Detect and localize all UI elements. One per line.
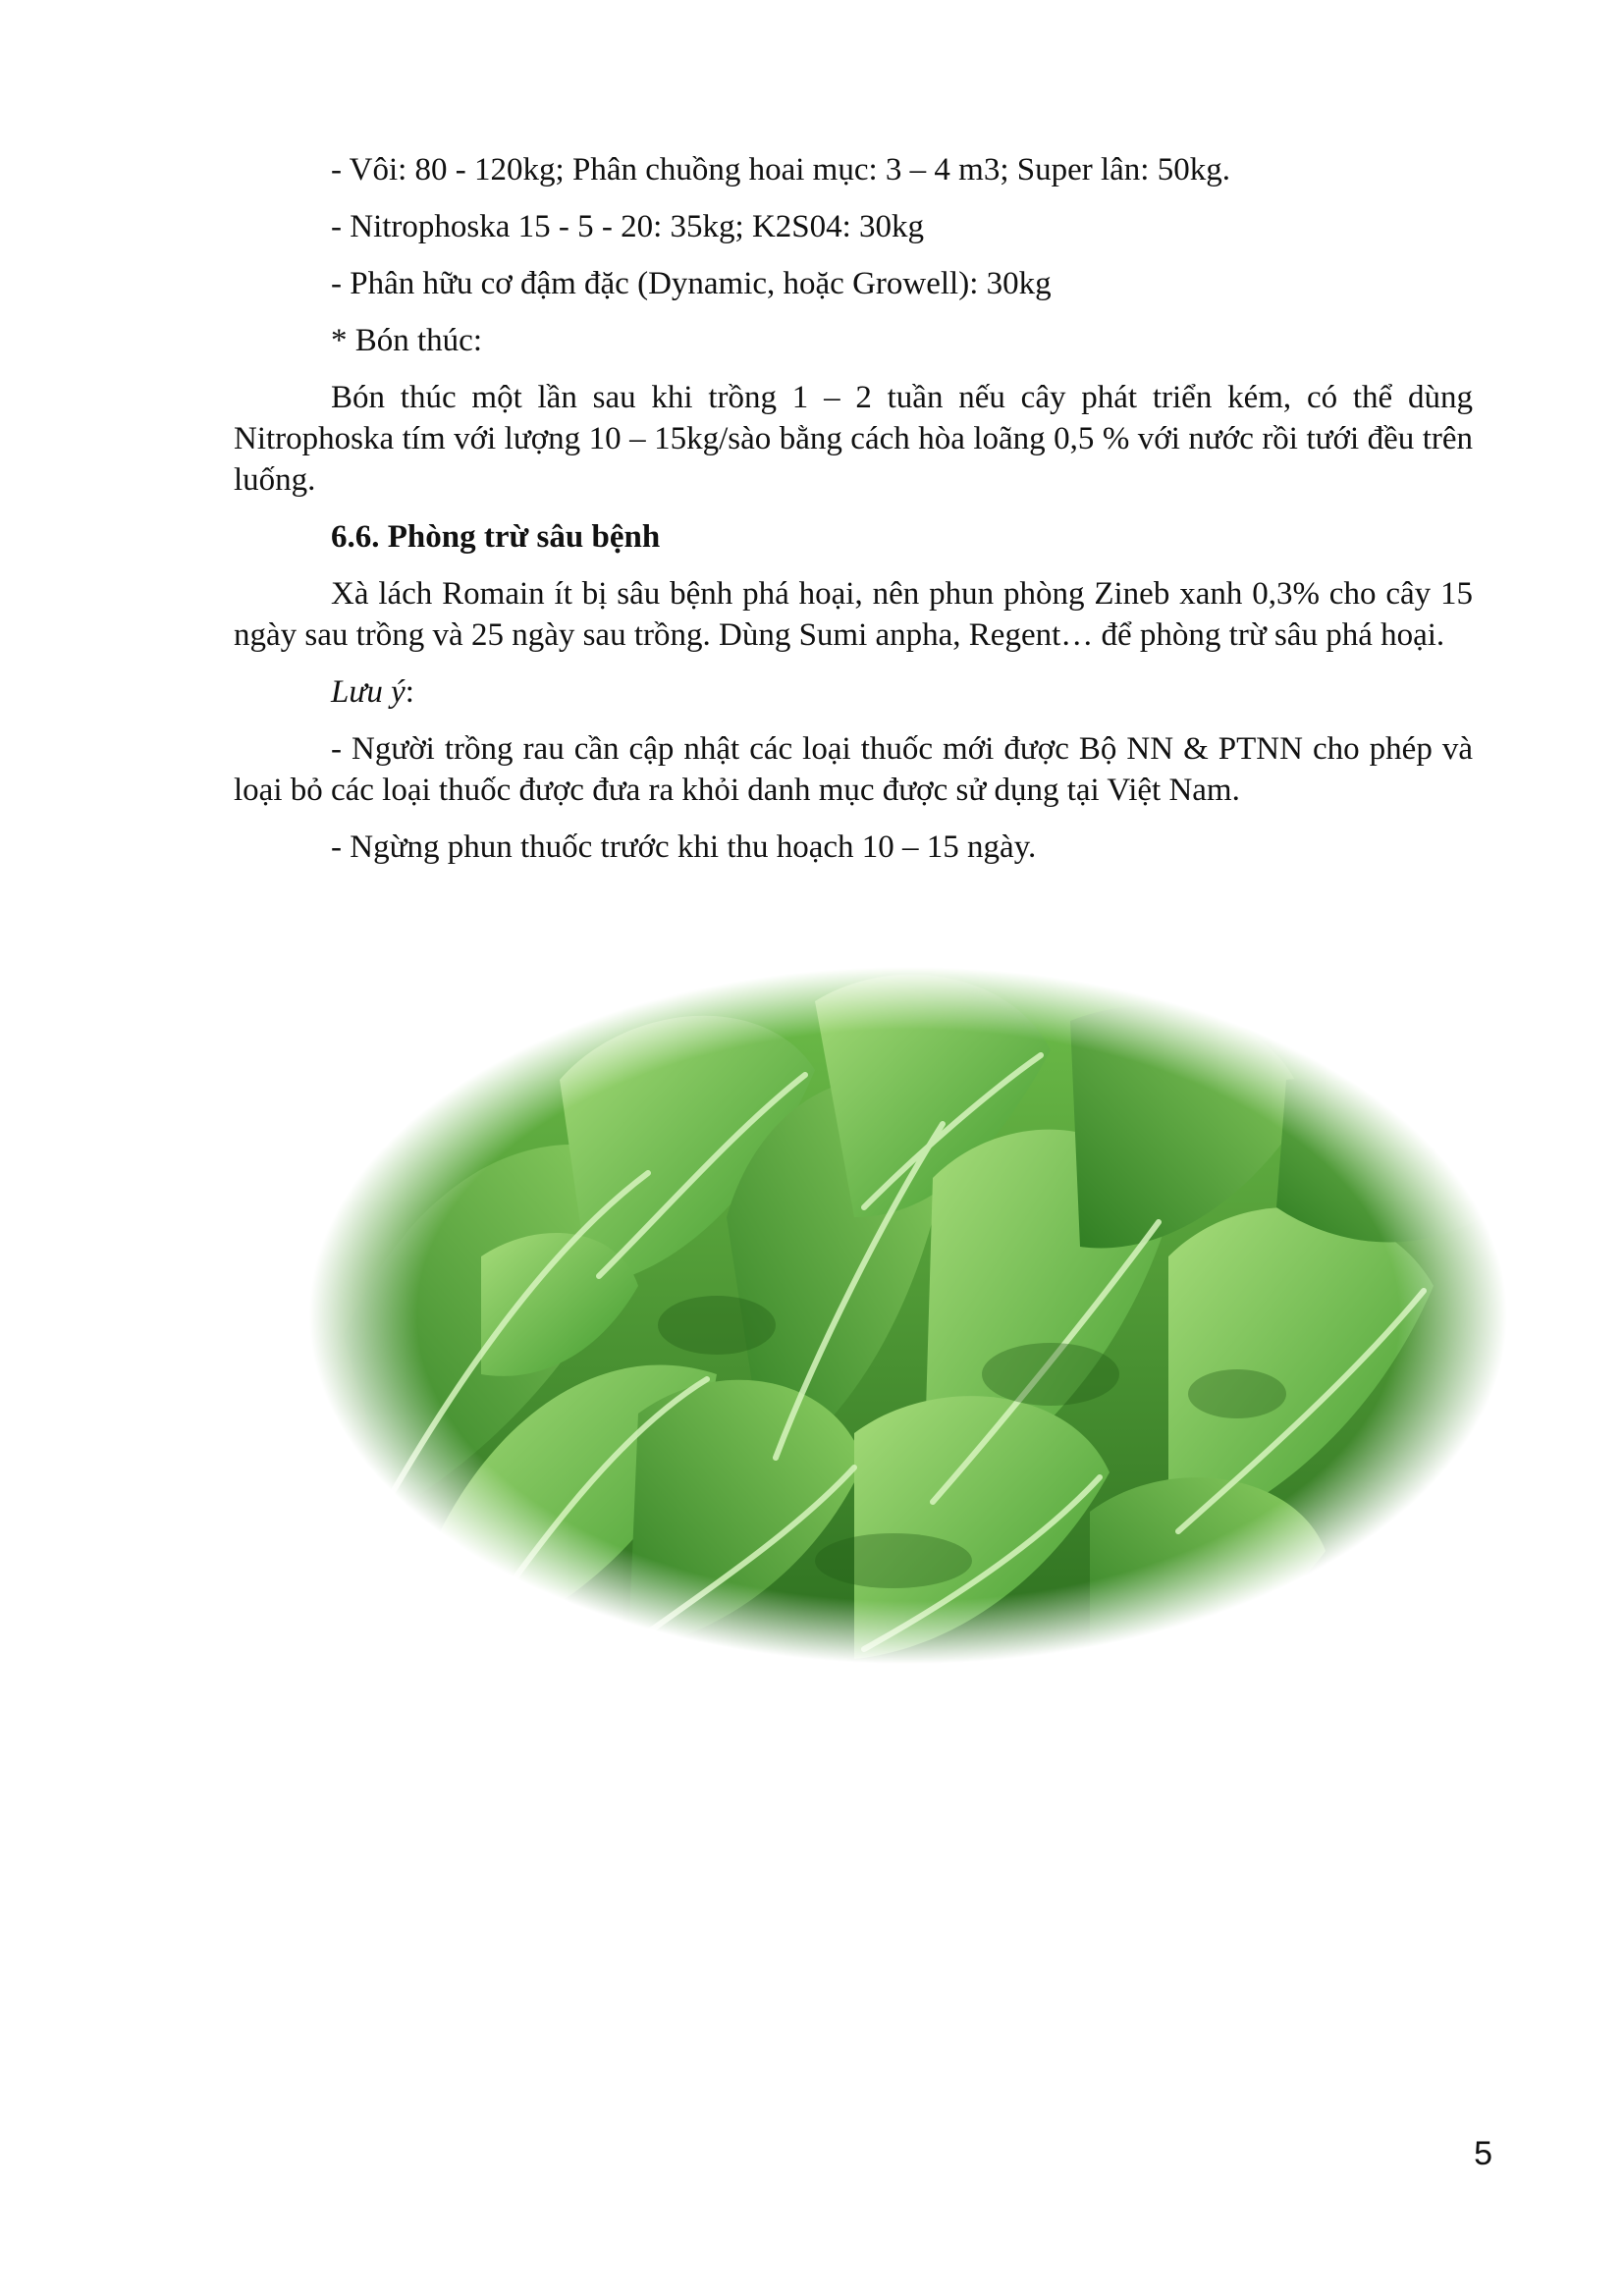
note-paragraph-pesticides: - Người trồng rau cần cập nhật các loại thuốc mới được Bộ NN & PTNN cho phép và loại bỏ các loại thuốc được đưa ra khỏi danh mục được sử dụng tại Việt Nam. (234, 731, 1473, 808)
fertilizer-line-lime: - Vôi: 80 - 120kg; Phân chuồng hoai mục: 3 – 4 m3; Super lân: 50kg. (331, 152, 1230, 187)
note-label-text: Lưu ý (331, 674, 406, 710)
note-label (234, 671, 1473, 713)
note-colon: : (405, 674, 414, 710)
note-line-harvest: - Ngừng phun thuốc trước khi thu hoạch 10 – 15 ngày. (331, 829, 1037, 865)
section-heading: 6.6. Phòng trừ sâu bệnh (331, 519, 661, 555)
fertilizer-line-nitrophoska: - Nitrophoska 15 - 5 - 20: 35kg; K2S04: 30kg (331, 209, 925, 244)
romaine-lettuce-photo (304, 962, 1512, 1669)
topdressing-label: * Bón thúc: (331, 323, 482, 358)
page-number: 5 (1474, 2135, 1492, 2172)
body-text (234, 149, 1473, 883)
pest-control-paragraph: Xà lách Romain ít bị sâu bệnh phá hoại, nên phun phòng Zineb xanh 0,3% cho cây 15 ngày sau trồng và 25 ngày sau trồng. Dùng Sumi anpha, Regent… để phòng trừ sâu phá hoại. (234, 576, 1473, 653)
topdressing-paragraph: Bón thúc một lần sau khi trồng 1 – 2 tuần nếu cây phát triển kém, có thể dùng Nitrophoska tím với lượng 10 – 15kg/sào bằng cách hòa loãng 0,5 % với nước rồi tưới đều trên luống. (234, 380, 1473, 498)
fertilizer-line-organic: - Phân hữu cơ đậm đặc (Dynamic, hoặc Growell): 30kg (331, 266, 1052, 301)
